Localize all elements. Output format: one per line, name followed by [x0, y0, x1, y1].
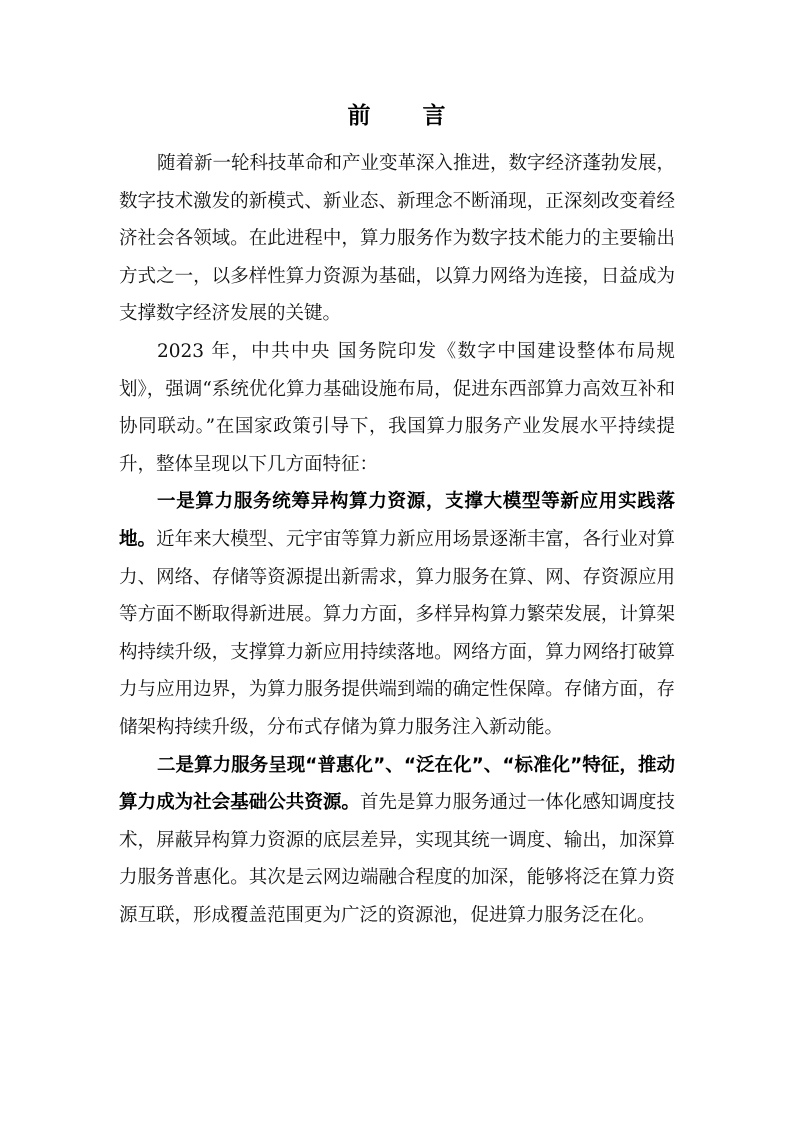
- paragraph-text: 2023 年，中共中央 国务院印发《数字中国建设整体布局规划》，强调“系统优化算力基础设施布局，促进东西部算力高效互补和协同联动。”在国家政策引导下，我国算力服务产业发展水平持续提升，整体呈现以下几方面特征：: [119, 340, 675, 475]
- paragraph-text: 近年来大模型、元宇宙等算力新应用场景逐渐丰富，各行业对算力、网络、存储等资源提出新需求，算力服务在算、网、存资源应用等方面不断取得新进展。算力方面，多样异构算力繁荣发展，计算架构持续升级，支撑算力新应用持续落地。网络方面，算力网络打破算力与应用边界，为算力服务提供端到端的确定性保障。存储方面，存储架构持续升级，分布式存储为算力服务注入新动能。: [119, 528, 675, 738]
- paragraph-lead: 一是算力服务统筹异构算力资源，支撑大模型等新应用实践落地。: [119, 491, 675, 550]
- paragraph-intro: [119, 145, 675, 333]
- paragraph-feature-one: [119, 483, 675, 746]
- paragraph-text: 首先是算力服务通过一体化感知调度技术，屏蔽异构算力资源的底层差异，实现其统一调度、输出，加深算力服务普惠化。其次是云网边端融合程度的加深，能够将泛在算力资源互联，形成覆盖范围更为广泛的资源池，促进算力服务泛在化。: [119, 792, 675, 926]
- paragraph-policy: [119, 333, 675, 483]
- document-body: [119, 145, 675, 934]
- page-title: 前 言: [347, 103, 468, 129]
- paragraph-feature-two: [119, 747, 675, 935]
- paragraph-text: 随着新一轮科技革命和产业变革深入推进，数字经济蓬勃发展，数字技术激发的新模式、新业态、新理念不断涌现，正深刻改变着经济社会各领域。在此进程中，算力服务作为数字技术能力的主要输出方式之一，以多样性算力资源为基础，以算力网络为连接，日益成为支撑数字经济发展的关键。: [119, 153, 676, 325]
- paragraph-lead: 二是算力服务呈现“普惠化”、“泛在化”、“标准化”特征，推动算力成为社会基础公共资源。: [119, 754, 675, 814]
